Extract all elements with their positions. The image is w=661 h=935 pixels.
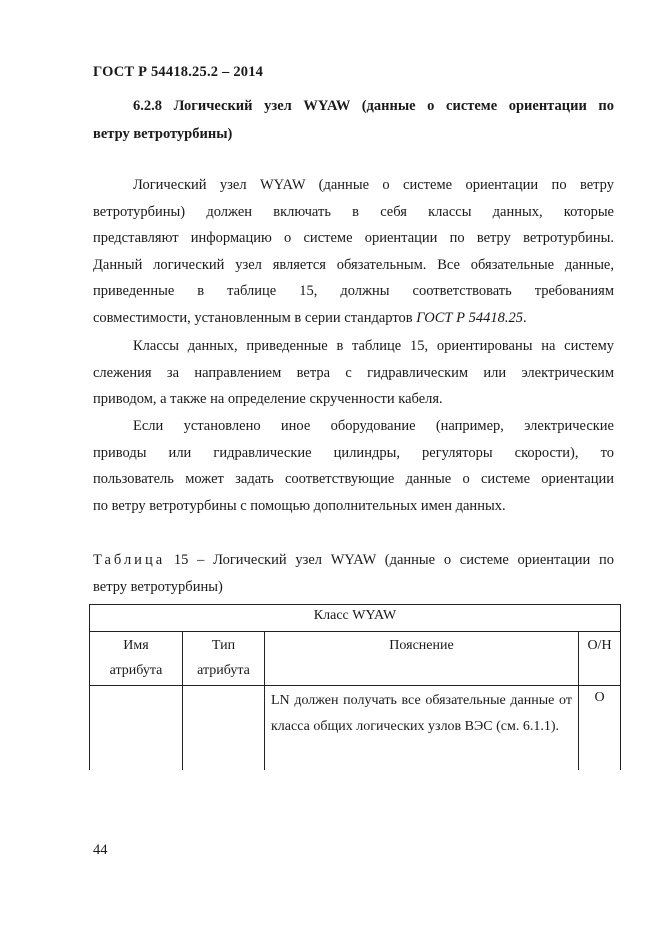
wyaw-table xyxy=(89,604,620,770)
section-title xyxy=(93,92,614,148)
paragraph-line: Классы данных, приведенные в таблице 15, ориентированы на систему xyxy=(133,338,614,354)
table-row xyxy=(90,686,621,771)
table-class-row xyxy=(90,605,621,632)
paragraph-line: Логический узел WYAW (данные о системе ориентации по ветру xyxy=(133,177,614,193)
header-text: Имя xyxy=(123,638,149,653)
section-title-line-2: ветру ветротурбины) xyxy=(93,126,233,142)
header-attribute-name xyxy=(90,632,183,686)
paragraph-line-text: . xyxy=(522,309,527,326)
section-title-line-1: 6.2.8 Логический узел WYAW (данные о системе ориентации по xyxy=(133,98,614,114)
header-explanation: Пояснение xyxy=(265,632,579,686)
paragraph-line: приводы или гидравлические цилиндры, регуляторы скорости), то xyxy=(93,444,614,461)
paragraph-line: приводом, а также на определение скрученности кабеля. xyxy=(93,391,443,408)
header-mo: О/Н xyxy=(579,632,621,686)
header-text: атрибута xyxy=(197,663,250,678)
table-caption-line-2: ветру ветротурбины) xyxy=(93,579,223,595)
paragraph-line: приведенные в таблице 15, должны соответствовать требованиям xyxy=(93,283,614,300)
paragraph-line: по ветру ветротурбины с помощью дополнительных имен данных. xyxy=(93,497,506,514)
cell-attribute-name xyxy=(90,686,183,771)
cell-explanation: LN должен получать все обязательные данные от класса общих логических узлов ВЭС (см. 6.1.1). xyxy=(265,686,579,771)
paragraph-line-text: совместимости, установленным в серии стандартов xyxy=(93,309,417,326)
table-caption-text: 15 – Логический узел WYAW (данные о системе ориентации по xyxy=(165,552,614,568)
paragraph-line: Данный логический узел является обязательным. Все обязательные данные, xyxy=(93,256,614,273)
page-number: 44 xyxy=(93,842,108,858)
paragraph-3 xyxy=(93,413,614,519)
header-text: Тип xyxy=(211,638,236,653)
standard-reference: ГОСТ Р 54418.25 xyxy=(416,309,523,326)
paragraph-line: слежения за направлением ветра с гидравлическим или электрическим xyxy=(93,364,614,381)
document-header: ГОСТ Р 54418.25.2 – 2014 xyxy=(93,64,264,80)
paragraph-line xyxy=(93,305,614,332)
table-caption-line-1 xyxy=(93,547,614,574)
cell-mo: О xyxy=(579,686,621,771)
paragraph-1 xyxy=(93,172,614,332)
paragraph-line: пользователь может задать соответствующие данные о системе ориентации xyxy=(93,471,614,488)
paragraph-line: ветротурбины) должен включать в себя классы данных, которые xyxy=(93,203,614,220)
cell-attribute-type xyxy=(183,686,265,771)
paragraph-2 xyxy=(93,333,614,413)
class-name-cell: Класс WYAW xyxy=(90,605,621,632)
paragraph-line: представляют информацию о системе ориентации по ветру ветротурбины. xyxy=(93,230,614,247)
header-attribute-type xyxy=(183,632,265,686)
table-header-row xyxy=(90,632,621,686)
header-text: атрибута xyxy=(109,663,163,678)
paragraph-line: Если установлено иное оборудование (например, электрические xyxy=(133,418,614,434)
table-caption xyxy=(93,547,614,601)
table-caption-label: Таблица xyxy=(93,552,166,568)
